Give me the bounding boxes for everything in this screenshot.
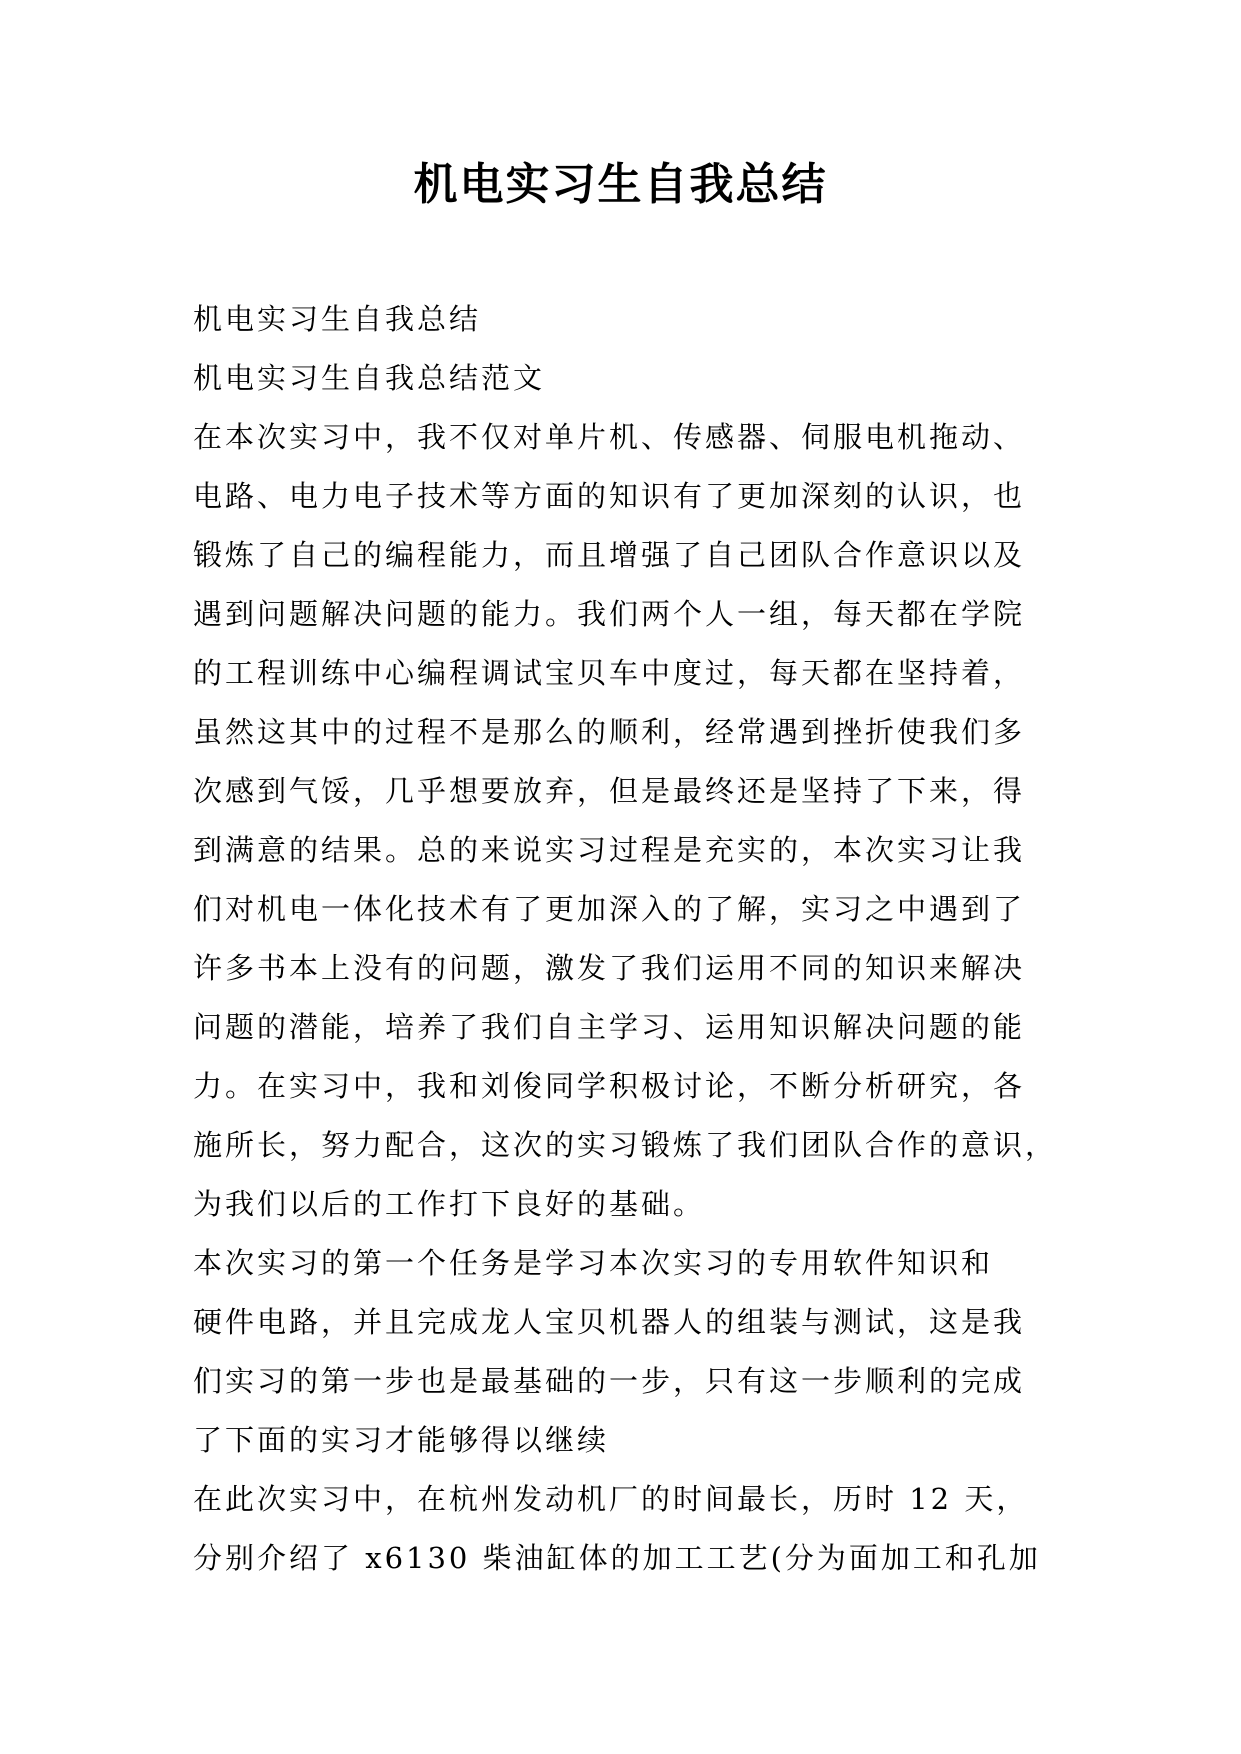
- paragraph-line: 为我们以后的工作打下良好的基础。: [193, 1187, 706, 1221]
- paragraph-line: 了下面的实习才能够得以继续: [193, 1423, 610, 1457]
- paragraph-line: 们对机电一体化技术有了更加深入的了解，实习之中遇到了: [193, 892, 1026, 926]
- paragraph-line: 们实习的第一步也是最基础的一步，只有这一步顺利的完成: [193, 1364, 1026, 1398]
- paragraph-line: 遇到问题解决问题的能力。我们两个人一组，每天都在学院: [193, 597, 1026, 631]
- paragraph-line: 在此次实习中，在杭州发动机厂的时间最长，历时 12 天，: [193, 1482, 1029, 1516]
- document-title: 机电实习生自我总结: [413, 159, 828, 210]
- paragraph-line: 虽然这其中的过程不是那么的顺利，经常遇到挫折使我们多: [193, 715, 1026, 749]
- paragraph-line: 到满意的结果。总的来说实习过程是充实的，本次实习让我: [193, 833, 1026, 867]
- paragraph-line: 力。在实习中，我和刘俊同学积极讨论，不断分析研究，各: [193, 1069, 1026, 1103]
- paragraph-line: 许多书本上没有的问题，激发了我们运用不同的知识来解决: [193, 951, 1026, 985]
- paragraph-line: 的工程训练中心编程调试宝贝车中度过，每天都在坚持着，: [193, 656, 1026, 690]
- paragraph-line: 硬件电路，并且完成龙人宝贝机器人的组装与测试，这是我: [193, 1305, 1026, 1339]
- paragraph-line: 次感到气馁，几乎想要放弃，但是最终还是坚持了下来，得: [193, 774, 1026, 808]
- subtitle-line: 机电实习生自我总结范文: [193, 361, 546, 395]
- paragraph-line: 在本次实习中，我不仅对单片机、传感器、伺服电机拖动、: [193, 420, 1026, 454]
- paragraph-line: 电路、电力电子技术等方面的知识有了更加深刻的认识，也: [193, 479, 1026, 513]
- subtitle-line: 机电实习生自我总结: [193, 302, 482, 336]
- paragraph-line: 本次实习的第一个任务是学习本次实习的专用软件知识和: [193, 1246, 994, 1280]
- paragraph-line: 分别介绍了 x6130 柴油缸体的加工工艺(分为面加工和孔加: [193, 1541, 1041, 1575]
- document-body: [193, 290, 1073, 1588]
- paragraph-line: 问题的潜能，培养了我们自主学习、运用知识解决问题的能: [193, 1010, 1026, 1044]
- paragraph-line: 锻炼了自己的编程能力，而且增强了自己团队合作意识以及: [193, 538, 1026, 572]
- paragraph-line: 施所长，努力配合，这次的实习锻炼了我们团队合作的意识，: [193, 1128, 1058, 1162]
